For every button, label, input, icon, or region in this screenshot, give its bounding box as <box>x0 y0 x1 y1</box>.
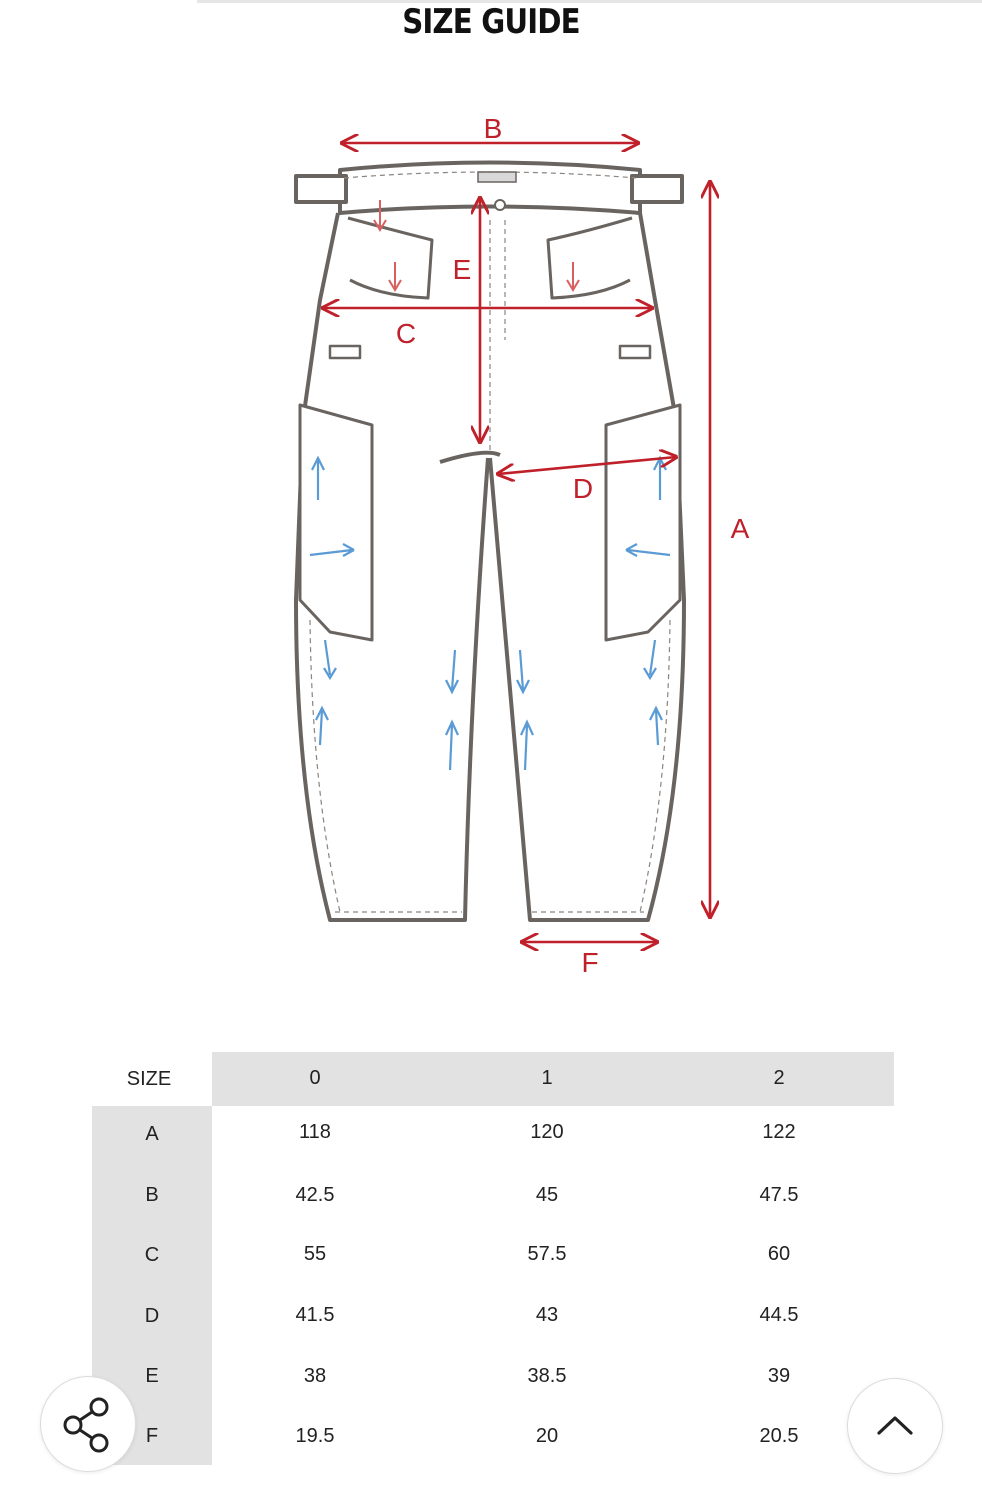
table-cell: 41.5 <box>295 1304 335 1326</box>
table-cell: 60 <box>767 1243 791 1265</box>
size-header: SIZE <box>126 1068 172 1090</box>
dim-label-f: F <box>581 947 599 978</box>
table-cell: 19.5 <box>295 1425 335 1447</box>
table-cell: 39 <box>767 1365 791 1387</box>
dim-label-a: A <box>730 513 750 544</box>
row-label: C <box>144 1244 160 1266</box>
table-cell: 45 <box>535 1184 559 1206</box>
row-label: B <box>145 1184 159 1206</box>
row-label: F <box>145 1425 159 1447</box>
table-cell: 20.5 <box>759 1425 799 1447</box>
table-cell: 120 <box>530 1121 564 1143</box>
table-cell: 38.5 <box>527 1365 567 1387</box>
dim-label-b: B <box>483 113 503 144</box>
table-cell: 44.5 <box>759 1304 799 1326</box>
table-cell: 20 <box>535 1425 559 1447</box>
table-cell: 42.5 <box>295 1184 335 1206</box>
row-label: E <box>145 1365 159 1387</box>
column-header: 2 <box>773 1067 785 1089</box>
share-button[interactable] <box>40 1376 136 1472</box>
table-cell: 47.5 <box>759 1184 799 1206</box>
dim-label-c: C <box>395 318 417 349</box>
share-icon <box>41 1377 135 1471</box>
page-title: SIZE GUIDE <box>402 2 580 42</box>
table-cell: 43 <box>535 1304 559 1326</box>
scroll-to-top-button[interactable] <box>847 1378 943 1474</box>
table-cell: 55 <box>303 1243 327 1265</box>
dim-label-e: E <box>452 254 472 285</box>
chevron-up-icon <box>848 1379 942 1473</box>
table-cell: 38 <box>303 1365 327 1387</box>
dim-label-d: D <box>572 473 594 504</box>
row-label: A <box>145 1123 159 1145</box>
table-cell: 57.5 <box>527 1243 567 1265</box>
row-label: D <box>144 1305 160 1327</box>
table-cell: 118 <box>299 1121 331 1143</box>
column-header: 1 <box>541 1067 553 1089</box>
column-header: 0 <box>309 1067 321 1089</box>
table-cell: 122 <box>762 1121 796 1143</box>
